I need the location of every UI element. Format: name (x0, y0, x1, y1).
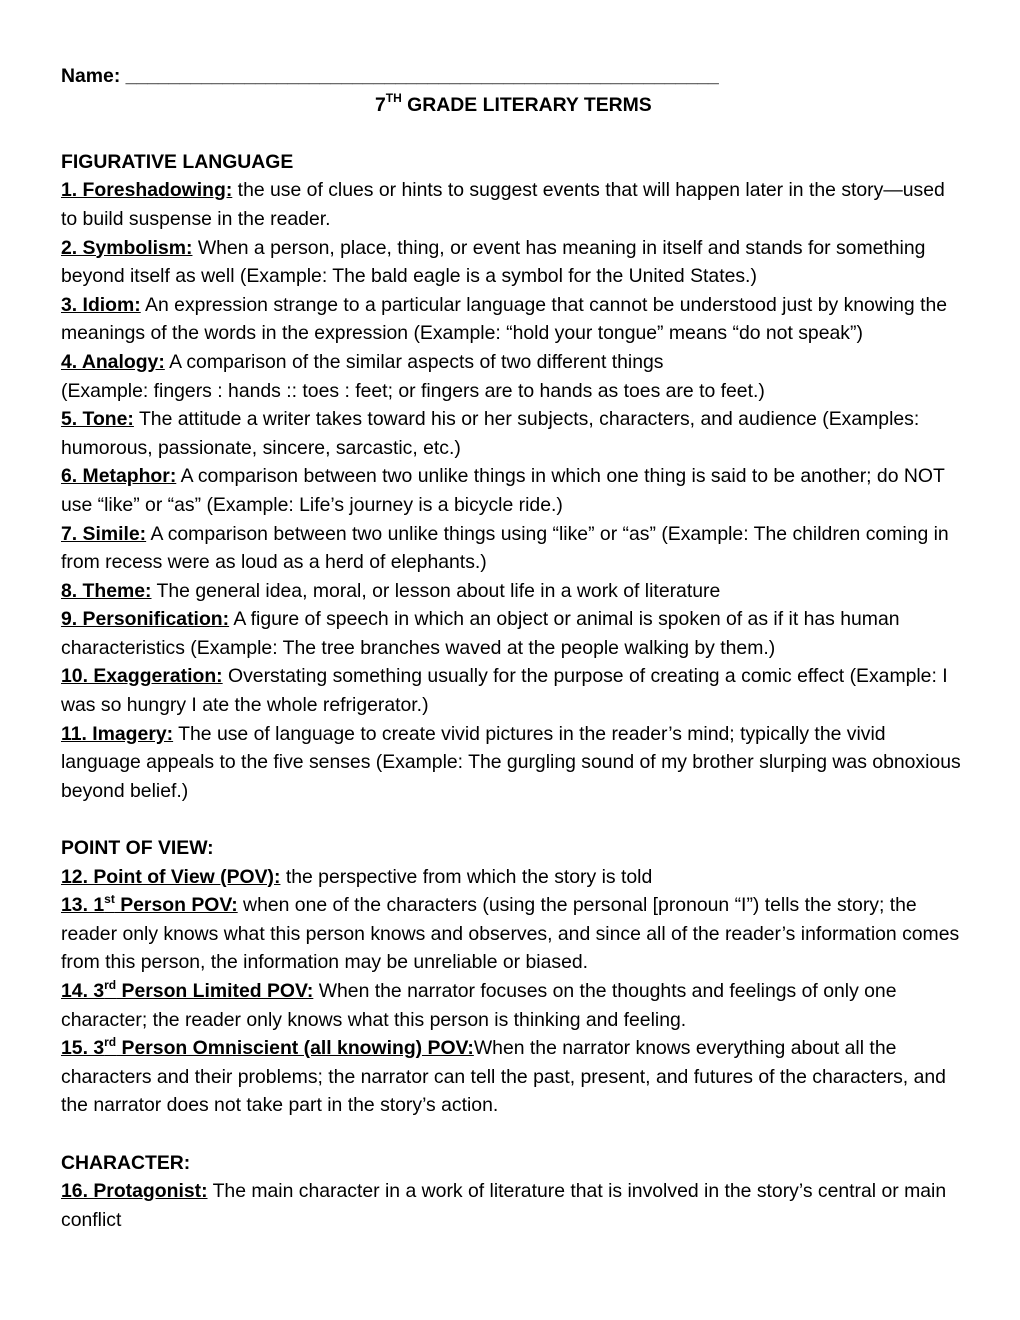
term-label (61, 1034, 474, 1060)
term-definition: The attitude a writer takes toward his or her subjects, characters, and audience (Examples: humorous, passionate, sincere, sarcastic, etc.) (61, 408, 920, 459)
term-definition: When the narrator knows everything about all the characters and their problems; the narrator can tell the past, present, and futures of the characters, and the narrator does not take part in the story’s action. (61, 1037, 946, 1117)
term-definition: When a person, place, thing, or event has meaning in itself and stands for something beyond itself as well (Example: The bald eagle is a symbol for the United States.) (61, 236, 926, 288)
term-name: Person Omniscient (all knowing) POV: (116, 1037, 474, 1060)
term-label: 6. Metaphor: (61, 465, 177, 488)
spacer (61, 1120, 961, 1149)
term-entry-personification (61, 605, 961, 662)
term-entry-third-person-limited-pov (61, 977, 961, 1034)
term-definition: A comparison between two unlike things using “like” or “as” (Example: The children coming in from recess were as loud as a herd of elephants.) (61, 522, 949, 574)
term-label: 16. Protagonist: (61, 1180, 208, 1203)
term-definition: A figure of speech in which an object or animal is spoken of as if it has human characteristics (Example: The tree branches waved at the people walking by them.) (61, 608, 900, 659)
term-entry-first-person-pov (61, 891, 961, 977)
term-entry-symbolism (61, 234, 961, 291)
term-definition: A comparison between two unlike things in which one thing is said to be another; do NOT use “like” or “as” (Example: Life’s journey is a bicycle ride.) (61, 465, 945, 516)
term-definition: An expression strange to a particular language that cannot be understood just by knowing the meanings of the words in the expression (Example: “hold your tongue” means “do not speak”) (61, 293, 948, 345)
term-label: 3. Idiom: (61, 293, 141, 316)
term-name: Person Limited POV: (116, 980, 314, 1002)
term-entry-foreshadowing (61, 176, 961, 233)
term-entry-idiom (61, 291, 961, 348)
term-label: 8. Theme: (61, 579, 152, 602)
section-heading-point-of-view: POINT OF VIEW: (61, 837, 214, 860)
term-entry-simile (61, 520, 961, 577)
term-number: 15. 3 (61, 1037, 105, 1060)
title-ordinal-suffix: TH (385, 91, 402, 106)
term-label: 9. Personification: (61, 608, 230, 631)
term-label: 10. Exaggeration: (61, 665, 223, 688)
term-definition: the perspective from which the story is told (280, 865, 653, 888)
term-label: 12. Point of View (POV): (61, 865, 281, 888)
term-label: 7. Simile: (61, 522, 147, 545)
term-entry-imagery (61, 720, 961, 806)
term-definition: When the narrator focuses on the thoughts and feelings of only one character; the reader only knows what this person is thinking and feeling. (61, 980, 897, 1031)
term-entry-exaggeration (61, 662, 961, 719)
title-grade-number: 7 (375, 93, 386, 116)
term-label (61, 977, 314, 1002)
ordinal-suffix: rd (104, 977, 117, 992)
term-definition: A comparison of the similar aspects of two different things (164, 350, 664, 373)
term-entry-tone (61, 405, 961, 462)
term-entry-third-person-omniscient-pov (61, 1034, 961, 1120)
term-definition: The main character in a work of literature that is involved in the story’s central or main conflict (61, 1180, 947, 1231)
term-label: 5. Tone: (61, 408, 134, 431)
term-definition: the use of clues or hints to suggest events that will happen later in the story—used to build suspense in the reader. (61, 179, 945, 230)
term-label: 2. Symbolism: (61, 236, 193, 259)
term-label: 1. Foreshadowing: (61, 179, 233, 202)
term-definition: The general idea, moral, or lesson about life in a work of literature (151, 579, 721, 602)
term-entry-protagonist (61, 1177, 961, 1234)
section-heading-character: CHARACTER: (61, 1151, 191, 1174)
term-label: 11. Imagery: (61, 722, 174, 745)
section-heading-figurative-language: FIGURATIVE LANGUAGE (61, 150, 294, 173)
spacer (61, 805, 961, 834)
term-definition: The use of language to create vivid pictures in the reader’s mind; typically the vivid language appeals to the five senses (Example: The gurgling sound of my brother slurping was obnoxious beyond belief.) (61, 722, 961, 802)
term-example: (Example: fingers : hands :: toes : feet; or fingers are to hands as toes are to feet.) (61, 379, 765, 402)
term-label (61, 891, 238, 917)
ordinal-suffix: st (104, 891, 115, 906)
name-label: Name: (61, 65, 121, 87)
term-name: Person POV: (114, 894, 238, 917)
term-definition: Overstating something usually for the purpose of creating a comic effect (Example: I was so hungry I ate the whole refrigerator.) (61, 665, 948, 717)
term-entry-metaphor (61, 462, 961, 519)
spacer (61, 119, 961, 148)
term-entry-point-of-view (61, 863, 961, 892)
name-field (61, 62, 961, 91)
name-blank-line: _______________________________________________________ (125, 65, 719, 87)
term-entry-analogy (61, 348, 961, 405)
title-text: GRADE LITERARY TERMS (401, 93, 652, 116)
worksheet-content (61, 62, 961, 1234)
ordinal-suffix: rd (104, 1034, 117, 1049)
term-label: 4. Analogy: (61, 350, 165, 373)
page-title (61, 91, 961, 120)
term-entry-theme (61, 577, 961, 606)
term-number: 14. 3 (61, 980, 105, 1002)
term-definition: when one of the characters (using the personal [pronoun “I”) tells the story; the reader only knows what this person knows and observes, and since all of the reader’s information comes from this person, the information may be unreliable or biased. (61, 894, 960, 974)
term-number: 13. 1 (61, 894, 105, 917)
